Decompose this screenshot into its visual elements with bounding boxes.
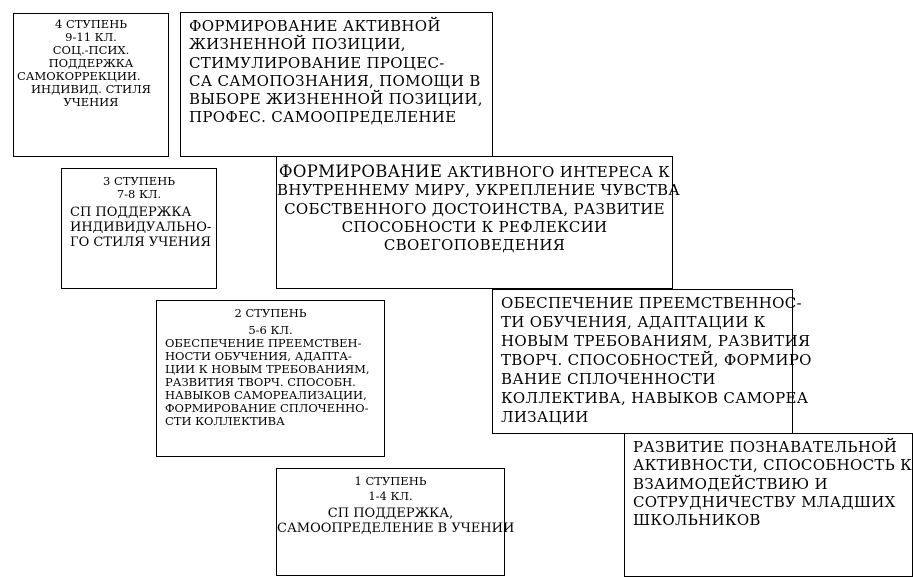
stage3-grades: 7-8 КЛ. [116,187,162,201]
stage1-grades: 1-4 КЛ. [368,489,413,503]
stage1-box [276,468,515,576]
stage2-text-line: НАВЫКОВ САМОРЕАЛИЗАЦИИ, [165,388,367,402]
stage2-goal-line: НОВЫМ ТРЕБОВАНИЯМ, РАЗВИТИЯ [501,332,811,350]
stage4-goal-line: ВЫБОРЕ ЖИЗНЕННОЙ ПОЗИЦИИ, [189,90,483,109]
stage3-title: 3 СТУПЕНЬ [103,174,175,188]
stage4-text-line: САМОКОРРЕКЦИИ. [17,69,141,83]
stage1-goal-line: СОТРУДНИЧЕСТВУ МЛАДШИХ [633,492,896,511]
stage3-text-line: ГО СТИЛЯ УЧЕНИЯ [70,235,211,250]
stage3-goal-box [276,156,681,289]
stage4-goal-line: ФОРМИРОВАНИЕ АКТИВНОЙ [189,17,441,35]
stage3-goal-line: ВНУТРЕННЕМУ МИРУ, УКРЕПЛЕНИЕ ЧУВСТВА [277,181,681,200]
stage3-goal-line [277,163,672,181]
stage2-text-line: ФОРМИРОВАНИЕ СПЛОЧЕННО- [165,401,369,415]
stage4-goal-line: ПРОФЕС. САМООПРЕДЕЛЕНИЕ [189,108,457,127]
stage3-goal-line: СПОСОБНОСТИ К РЕФЛЕКСИИ [341,217,608,236]
stage1-goal-line: ШКОЛЬНИКОВ [633,511,761,530]
stage1-goal-line: АКТИВНОСТИ, СПОСОБНОСТЬ К [633,456,913,475]
stage3-text-line: ИНДИВИДУАЛЬНО- [70,220,212,235]
stage2-goal-box [492,289,812,434]
stage1-goal-line: ВЗАИМОДЕЙСТВИЮ И [633,474,828,493]
stage2-text-line: СТИ КОЛЛЕКТИВА [165,414,285,428]
stage4-text-line: СОЦ.-ПСИХ. [52,43,130,57]
stage2-goal-line: ОБЕСПЕЧЕНИЕ ПРЕЕМСТВЕННОС- [501,294,802,312]
stage3-goal-line: СОБСТВЕННОГО ДОСТОИНСТВА, РАЗВИТИЕ [284,199,665,218]
stage2-goal-line: КОЛЛЕКТИВА, НАВЫКОВ САМОРЕА [501,389,809,407]
stage2-text-line: НОСТИ ОБУЧЕНИЯ, АДАПТА- [165,349,352,363]
stage2-goal-line: ЛИЗАЦИИ [501,408,589,426]
stage2-grades: 5-6 КЛ. [248,323,293,337]
stage4-title: 4 СТУПЕНЬ [55,17,127,31]
stage3-box [61,168,217,289]
stage1-text-line: СП ПОДДЕРЖКА, [327,506,454,521]
stage3-goal-line1-rest: АКТИВНОГО ИНТЕРЕСА К [442,163,671,181]
stage1-goal-line: РАЗВИТИЕ ПОЗНАВАТЕЛЬНОЙ [633,438,898,456]
stage4-goal-line: ЖИЗНЕННОЙ ПОЗИЦИИ, [189,35,406,54]
stage4-grades: 9-11 КЛ. [65,30,117,44]
stage1-text-line: САМООПРЕДЕЛЕНИЕ В УЧЕНИИ [277,521,515,536]
stage2-text-line: ОБЕСПЕЧЕНИЕ ПРЕЕМСТВЕН- [165,336,362,350]
stage4-text-line: ПОДДЕРЖКА [48,56,134,70]
stage4-goal-box [180,12,493,157]
stage2-goal-line: ВАНИЕ СПЛОЧЕННОСТИ [501,370,716,388]
stage2-text-line: РАЗВИТИЯ ТВОРЧ. СПОСОБН. [165,375,356,389]
stage2-goal-line: ТВОРЧ. СПОСОБНОСТЕЙ, ФОРМИРО [501,351,812,369]
stage3-text-line: СП ПОДДЕРЖКА [70,205,192,220]
stage3-goal-line: СВОЕГОПОВЕДЕНИЯ [383,236,566,255]
stage4-goal-line: СТИМУЛИРОВАНИЕ ПРОЦЕС- [189,53,445,72]
stage1-title: 1 СТУПЕНЬ [354,474,427,488]
stage4-box [13,13,169,157]
stage2-goal-line: ТИ ОБУЧЕНИЯ, АДАПТАЦИИ К [501,313,766,331]
stage2-title: 2 СТУПЕНЬ [234,306,307,320]
stage2-box [156,300,385,457]
stage4-text-line: УЧЕНИЯ [63,95,119,109]
stage4-text-line: ИНДИВИД. СТИЛЯ [31,82,151,96]
stage3-goal-lead: ФОРМИРОВАНИЕ [278,162,443,181]
stage2-text-line: ЦИИ К НОВЫМ ТРЕБОВАНИЯМ, [165,362,370,376]
stage1-goal-box [624,433,913,577]
stage4-goal-line: СА САМОПОЗНАНИЯ, ПОМОЩИ В [189,71,481,90]
